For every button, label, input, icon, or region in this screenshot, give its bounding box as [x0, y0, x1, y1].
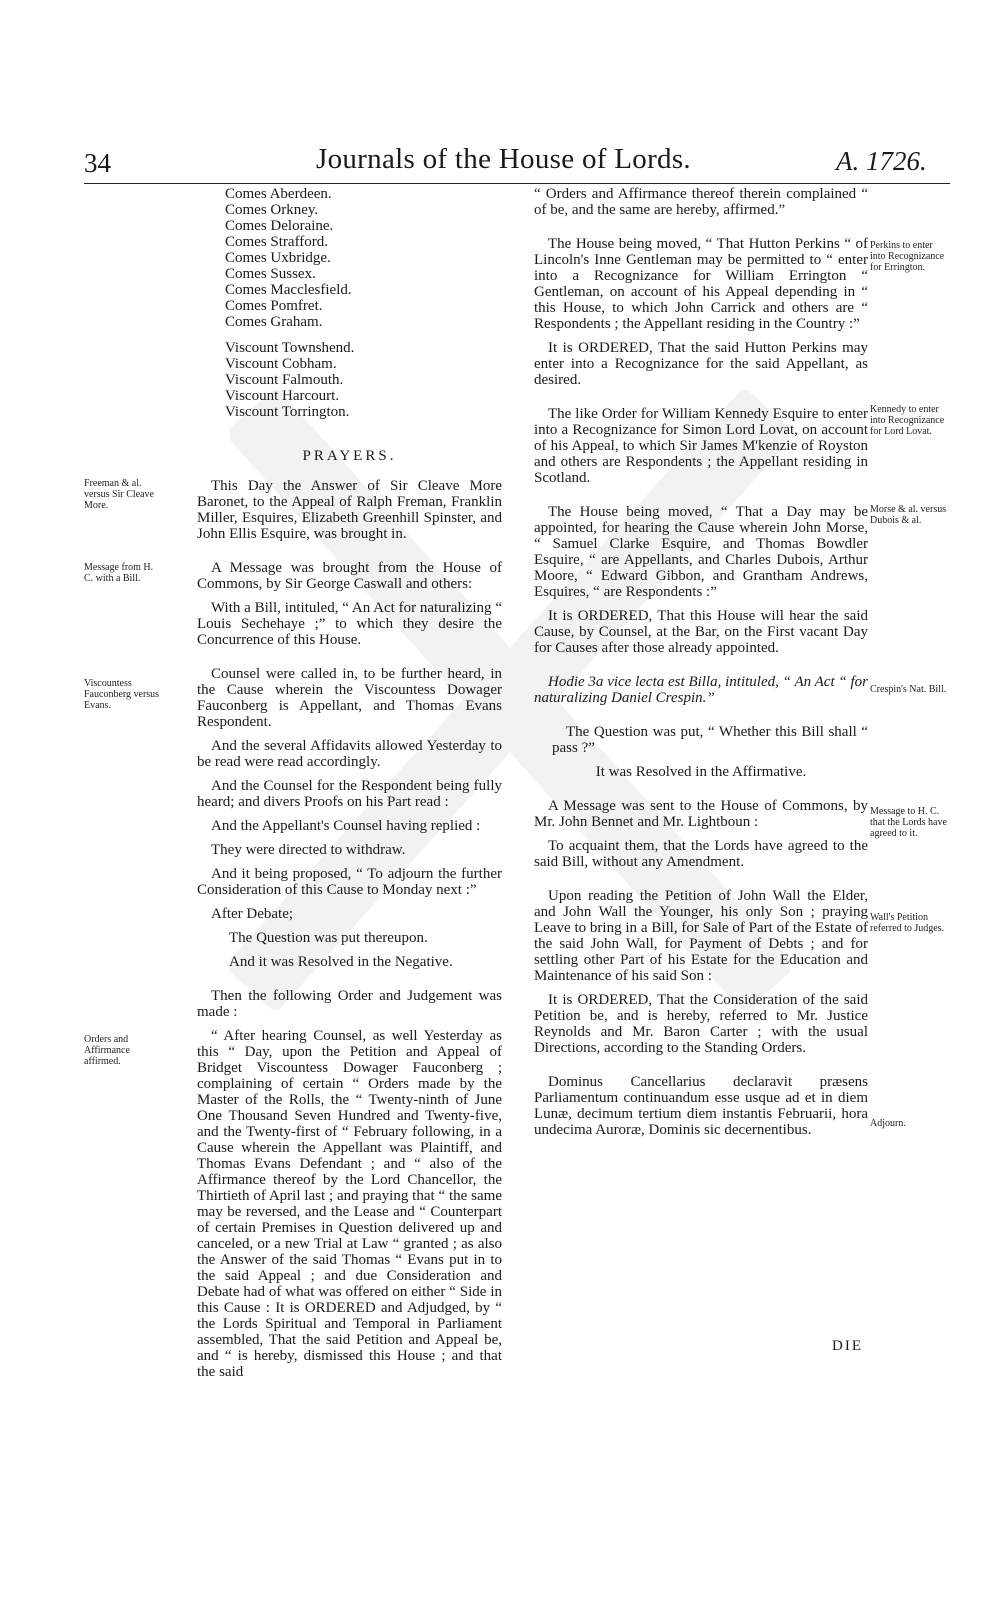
peer-entry: Comes Uxbridge.	[225, 250, 331, 266]
margin-note: Freeman & al. versus Sir Cleave More.	[84, 478, 154, 511]
peer-entry: Comes Pomfret.	[225, 298, 323, 314]
catchword: DIE	[832, 1338, 863, 1354]
margin-note: Adjourn.	[870, 1118, 906, 1129]
paragraph: After Debate;	[211, 906, 294, 922]
paragraph: It was Resolved in the Affirmative.	[595, 764, 807, 780]
paragraph: A Message was sent to the House of Commons, by Mr. John Bennet and Mr. Lightboun :	[534, 798, 868, 830]
margin-note: Message from H. C. with a Bill.	[84, 562, 154, 584]
paragraph: “ Orders and Affirmance thereof therein complained “ of be, and the same are hereby, affirmed.”	[534, 186, 868, 218]
paragraph: The Question was put, “ Whether this Bill shall “ pass ?”	[552, 724, 868, 756]
left-column	[197, 186, 502, 1388]
margin-note: Perkins to enter into Recognizance for Errington.	[870, 240, 945, 273]
page-number: 34	[84, 148, 111, 178]
paragraph: The like Order for William Kennedy Esquire to enter into a Recognizance for Simon Lord Lovat, on account of his Appeal, to which Sir James M'kenzie of Royston and others are Respondents ; the Appellant residing in Scotland.	[534, 406, 868, 486]
paragraph: It is ORDERED, That the said Hutton Perkins may enter into a Recognizance for the said Appellant, as desired.	[534, 340, 868, 388]
margin-note: Message to H. C. that the Lords have agreed to it.	[870, 806, 947, 839]
paragraph: It is ORDERED, That the Consideration of the said Petition be, and is hereby, referred to Mr. Justice Reynolds and Mr. Baron Carter ; with the usual Directions, according to the Standing Orders.	[534, 992, 868, 1056]
margin-note: Wall's Petition referred to Judges.	[870, 912, 945, 934]
judgement-text: “ After hearing Counsel, as well Yesterday as this “ Day, upon the Petition and Appeal of Bridget Viscountess Dowager Fauconberg ; complaining of certain “ Orders made by the Master of the Rolls, the “ Twenty-ninth of June One Thousand Seven Hundred and Twenty-five, and the Twenty-first of “ February following, in a Cause wherein the Appellant was Plaintiff, and Thomas Evans Defendant ; and “ also of the Affirmance thereof by the Lord Chancellor, the Thirtieth of April last ; and praying that “ the same may be reversed, and the Lease and “ Counterpart of certain Premises in Question delivered up and canceled, or a new Trial at Law “ granted ; as also the Answer of the said Thomas “ Evans put in to the said Appeal ; and due Consideration and Debate had of what was offered on either “ Side in this Cause : It is ORDERED and Adjudged, by “ the Lords Spiritual and Temporal in Parliament assembled, That the said Petition and Appeal be, and “ is hereby, dismissed this House ; and that the said	[197, 1028, 502, 1380]
running-year: A. 1726.	[836, 146, 927, 176]
paragraph: The Question was put thereupon.	[229, 930, 428, 946]
viscount-entry: Viscount Cobham.	[225, 356, 337, 372]
header-rule	[84, 183, 950, 184]
paragraph: Upon reading the Petition of John Wall the Elder, and John Wall the Younger, his only Son ; praying Leave to bring in a Bill, for Sale of Part of the Estate of the said John Wall, for Payment of Debts ; and for settling other Part of his Estate for the Education and Maintenance of his said Son :	[534, 888, 868, 984]
paragraph: And the Counsel for the Respondent being fully heard; and divers Proofs on his Part read :	[197, 778, 502, 810]
peer-entry: Comes Deloraine.	[225, 218, 334, 234]
paragraph: Counsel were called in, to be further heard, in the Cause wherein the Viscountess Dowager Fauconberg is Appellant, and Thomas Evans Respondent.	[197, 666, 502, 730]
paragraph: To acquaint them, that the Lords have agreed to the said Bill, without any Amendment.	[534, 838, 868, 870]
viscount-entry: Viscount Falmouth.	[225, 372, 344, 388]
paragraph: And the Appellant's Counsel having replied :	[211, 818, 481, 834]
paragraph: And the several Affidavits allowed Yesterday to be read were read accordingly.	[197, 738, 502, 770]
paragraph: A Message was brought from the House of Commons, by Sir George Caswall and others:	[197, 560, 502, 592]
peer-entry: Comes Aberdeen.	[225, 186, 332, 202]
margin-note: Kennedy to enter into Recognizance for Lord Lovat.	[870, 404, 945, 437]
viscount-entry: Viscount Harcourt.	[225, 388, 340, 404]
adjournment-paragraph: Dominus Cancellarius declaravit præsens Parliamentum continuandum esse usque ad et in diem Lunæ, decimum tertium diem instantis Februarii, hora undecima Auroræ, Dominis sic decernentibus.	[534, 1074, 868, 1138]
paragraph: The House being moved, “ That a Day may be appointed, for hearing the Cause wherein John Morse, “ Samuel Clarke Esquire, and Thomas Bowdler Esquire, “ are Appellants, and Charles Dubois, Arthur Moore, “ Edward Gibbon, and Grantham Andrews, Esquires, “ are Respondents :”	[534, 504, 868, 600]
margin-note: Viscountess Fauconberg versus Evans.	[84, 678, 160, 711]
peer-list	[225, 186, 502, 420]
paragraph: And it being proposed, “ To adjourn the further Consideration of this Cause to Monday next :”	[197, 866, 502, 898]
peer-entry: Comes Orkney.	[225, 202, 319, 218]
peer-entry: Comes Sussex.	[225, 266, 316, 282]
paragraph: With a Bill, intituled, “ An Act for naturalizing “ Louis Sechehaye ;” to which they desire the Concurrence of this House.	[197, 600, 502, 648]
margin-note: Orders and Affirmance affirmed.	[84, 1034, 130, 1067]
paragraph: Hodie 3a vice lecta est Billa, intituled, “ An Act “ for naturalizing Daniel Crespin.”	[534, 674, 868, 706]
running-title: Journals of the House of Lords.	[316, 143, 691, 175]
margin-note: Crespin's Nat. Bill.	[870, 684, 947, 695]
viscount-entry: Viscount Townshend.	[225, 340, 355, 356]
paragraph: And it was Resolved in the Negative.	[229, 954, 453, 970]
peer-entry: Comes Macclesfield.	[225, 282, 352, 298]
peer-entry: Comes Strafford.	[225, 234, 329, 250]
viscount-entry: Viscount Torrington.	[225, 404, 350, 420]
right-column	[534, 186, 868, 1146]
paragraph: They were directed to withdraw.	[211, 842, 406, 858]
peer-entry: Comes Graham.	[225, 314, 323, 330]
paragraph: This Day the Answer of Sir Cleave More Baronet, to the Appeal of Ralph Freman, Franklin Miller, Esquires, Elizabeth Greenhill Spinster, and John Ellis Esquire, was brought in.	[197, 478, 502, 542]
paragraph: The House being moved, “ That Hutton Perkins “ of Lincoln's Inne Gentleman may be permitted to “ enter into a Recognizance for William Errington “ Gentleman, on account of his Appeal depending in “ this House, to which John Carrick and others are “ Respondents ; the Appellant residing in the Country :”	[534, 236, 868, 332]
paragraph: It is ORDERED, That this House will hear the said Cause, by Counsel, at the Bar, on the First vacant Day for Causes after those already appointed.	[534, 608, 868, 656]
prayers-heading: PRAYERS.	[302, 448, 397, 464]
margin-note: Morse & al. versus Dubois & al.	[870, 504, 947, 526]
paragraph: Then the following Order and Judgement was made :	[197, 988, 502, 1020]
